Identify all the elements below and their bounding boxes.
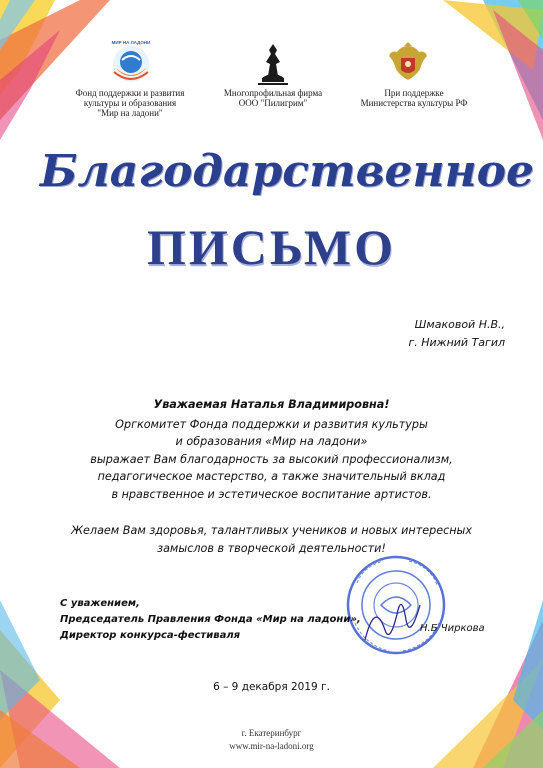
- title-line2: ПИСЬМО: [146, 219, 397, 275]
- logo-emblem-text: МИР НА ЛАДОНИ: [111, 40, 151, 45]
- sign-line: Председатель Правления Фонда «Мир на ладони»,: [60, 614, 361, 625]
- event-date: 6 – 9 декабря 2019 г.: [213, 681, 330, 693]
- decor-splash-top-left: [0, 0, 120, 150]
- body-line: педагогическое мастерство, а также значительный вклад: [97, 470, 446, 483]
- body-line: и образования «Мир на ладони»: [175, 435, 368, 448]
- logo-center-caption-line: ООО "Пилигрим": [238, 98, 308, 108]
- logo-center-caption-line: Многопрофильная фирма: [223, 88, 323, 98]
- logo-right-caption: [350, 88, 478, 108]
- logo-right-caption-line: При поддержке: [384, 88, 444, 98]
- logo-left-caption-line: "Мир на ладони": [97, 108, 163, 118]
- sign-line: С уважением,: [60, 598, 140, 609]
- logo-right-caption-line: Министерства культуры РФ: [360, 98, 468, 108]
- logo-coat-of-arms: [385, 40, 431, 86]
- logo-left-caption: [60, 88, 200, 118]
- logo-center-caption: [205, 88, 341, 108]
- title-line1: Благодарственное: [40, 146, 535, 197]
- footer-site: www.mir-na-ladoni.org: [229, 741, 314, 751]
- body-line: Оргкомитет Фонда поддержки и развития культуры: [115, 418, 428, 431]
- logo-left-caption-line: культуры и образования: [83, 98, 177, 108]
- wish-line: Желаем Вам здоровья, талантливых учеников и новых интересных: [70, 524, 472, 537]
- signatory-name: Н.Б Чиркова: [420, 623, 485, 634]
- recipient-city: г. Нижний Тагил: [408, 336, 505, 349]
- handwritten-signature: [360, 590, 430, 650]
- logo-mir-na-ladoni: [106, 38, 156, 86]
- body-line: выражает Вам благодарность за высокий профессионализм,: [90, 453, 453, 466]
- logo-piligrim: [254, 40, 292, 88]
- sign-line: Директор конкурса-фестиваля: [60, 630, 241, 641]
- footer-city: г. Екатеринбург: [241, 728, 302, 738]
- wish-line: замыслов в творческой деятельности!: [157, 542, 386, 555]
- body-line: в нравственное и эстетическое воспитание артистов.: [111, 488, 432, 501]
- decor-splash-top-right: [423, 0, 543, 150]
- recipient-name: Шмаковой Н.В.,: [414, 318, 505, 331]
- logo-left-caption-line: Фонд поддержки и развития: [75, 88, 185, 98]
- greeting: Уважаемая Наталья Владимировна!: [153, 398, 390, 411]
